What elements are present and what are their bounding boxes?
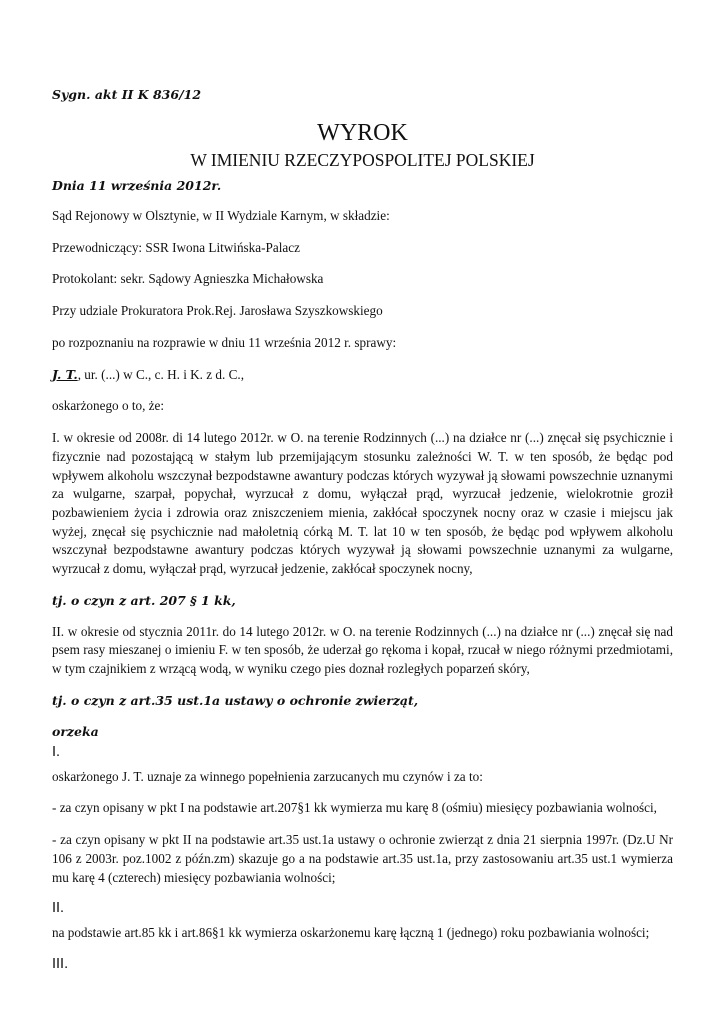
ruling-1a: - za czyn opisany w pkt I na podstawie art.207§1 kk wymierza mu karę 8 (ośmiu) miesięcy pozbawiania wolności, xyxy=(52,800,657,816)
section-2-heading: II. xyxy=(52,900,65,917)
charge-1: I. w okresie od 2008r. di 14 lutego 2012r. w O. na terenie Rodzinnych (...) na działce nr (...) znęcał się psychicznie i fizycznie nad pozostającą w stałym lub przemijającym stosunku zależności W. T. w ten sposób, że będąc pod wpływem alkoholu wszczynał bezpodstawne awantury podczas których wyzywał ją słowami powszechnie uznanymi za wulgarne, szarpał, popychał, wyrzucał z domu, wyłączał prąd, wyrzucał jedzenie, wielokrotnie groził pozbawieniem życia i zdrowia oraz zniszczeniem mienia, zakłócał spoczynek nocny oraz w czasie i miejscu jak wyżej, znęcał się psychicznie nad małoletnią córką M. T. lat 10 w ten sposób, że będąc pod wpływem alkoholu wszczynał bezpodstawne awantury podczas których wyzywał ją słowami powszechnie uznanymi za wulgarne, wyrzucał z domu, wyłączał prąd, wyrzucał jedzenie, zakłócał spoczynek nocny, xyxy=(52,430,673,577)
presiding-judge: Przewodniczący: SSR Iwona Litwińska-Palacz xyxy=(52,239,300,255)
document-subtitle: W IMIENIU RZECZYPOSPOLITEJ POLSKIEJ xyxy=(190,150,535,171)
ruling-word: orzeka xyxy=(52,723,99,739)
charge-2: II. w okresie od stycznia 2011r. do 14 lutego 2012r. w O. na terenie Rodzinnych (...) na działce nr (...) znęcał się nad psem rasy mieszanej o imieniu F. w ten sposób, że uderzał go rękoma i kopał, rzucał w niego różnymi przedmiotami, w tym czajnikiem z wrzącą wodą, w wyniku czego pies doznał rozległych poparzeń skóry, xyxy=(52,623,673,677)
section-1-heading: I. xyxy=(52,744,61,761)
document-body xyxy=(52,86,673,979)
accused-intro: oskarżonego o to, że: xyxy=(52,398,165,414)
defendant-name: J. T. xyxy=(52,366,78,382)
ruling-1b: - za czyn opisany w pkt II na podstawie art.35 ust.1a ustawy o ochronie zwierząt z dnia 21 sierpnia 1997r. (Dz.U Nr 106 z 2003r. poz.1002 z późn.zm) skazuje go a na podstawie art.35 ust.1a, przy zastosowaniu art.35 ust.1 wymierza mu karę 4 (czterech) miesięcy pozbawiania wolności; xyxy=(52,832,673,885)
prosecutor-line: Przy udziale Prokuratora Prok.Rej. Jarosława Szyszkowskiego xyxy=(52,303,383,319)
qualification-2: tj. o czyn z art.35 ust.1a ustawy o ochronie zwierząt, xyxy=(52,692,419,708)
document-title: WYROK xyxy=(317,119,408,146)
qualification-1: tj. o czyn z art. 207 § 1 kk, xyxy=(52,592,236,608)
defendant-details: , ur. (...) w C., c. H. i K. z d. C., xyxy=(77,366,244,382)
case-number: Sygn. akt II K 836/12 xyxy=(52,87,202,102)
ruling-2: na podstawie art.85 kk i art.86§1 kk wymierza oskarżonemu karę łączną 1 (jednego) roku pozbawiania wolności; xyxy=(52,924,650,940)
defendant-line xyxy=(52,366,673,385)
ruling-1: oskarżonego J. T. uznaje za winnego popełnienia zarzucanych mu czynów i za to: xyxy=(52,768,483,784)
court-line: Sąd Rejonowy w Olsztynie, w II Wydziale Karnym, w składzie: xyxy=(52,207,390,223)
court-clerk: Protokolant: sekr. Sądowy Agnieszka Michałowska xyxy=(52,271,324,287)
judgment-date: Dnia 11 września 2012r. xyxy=(52,178,222,194)
section-3-heading: III. xyxy=(52,955,69,972)
hearing-line: po rozpoznaniu na rozprawie w dniu 11 września 2012 r. sprawy: xyxy=(52,334,397,350)
